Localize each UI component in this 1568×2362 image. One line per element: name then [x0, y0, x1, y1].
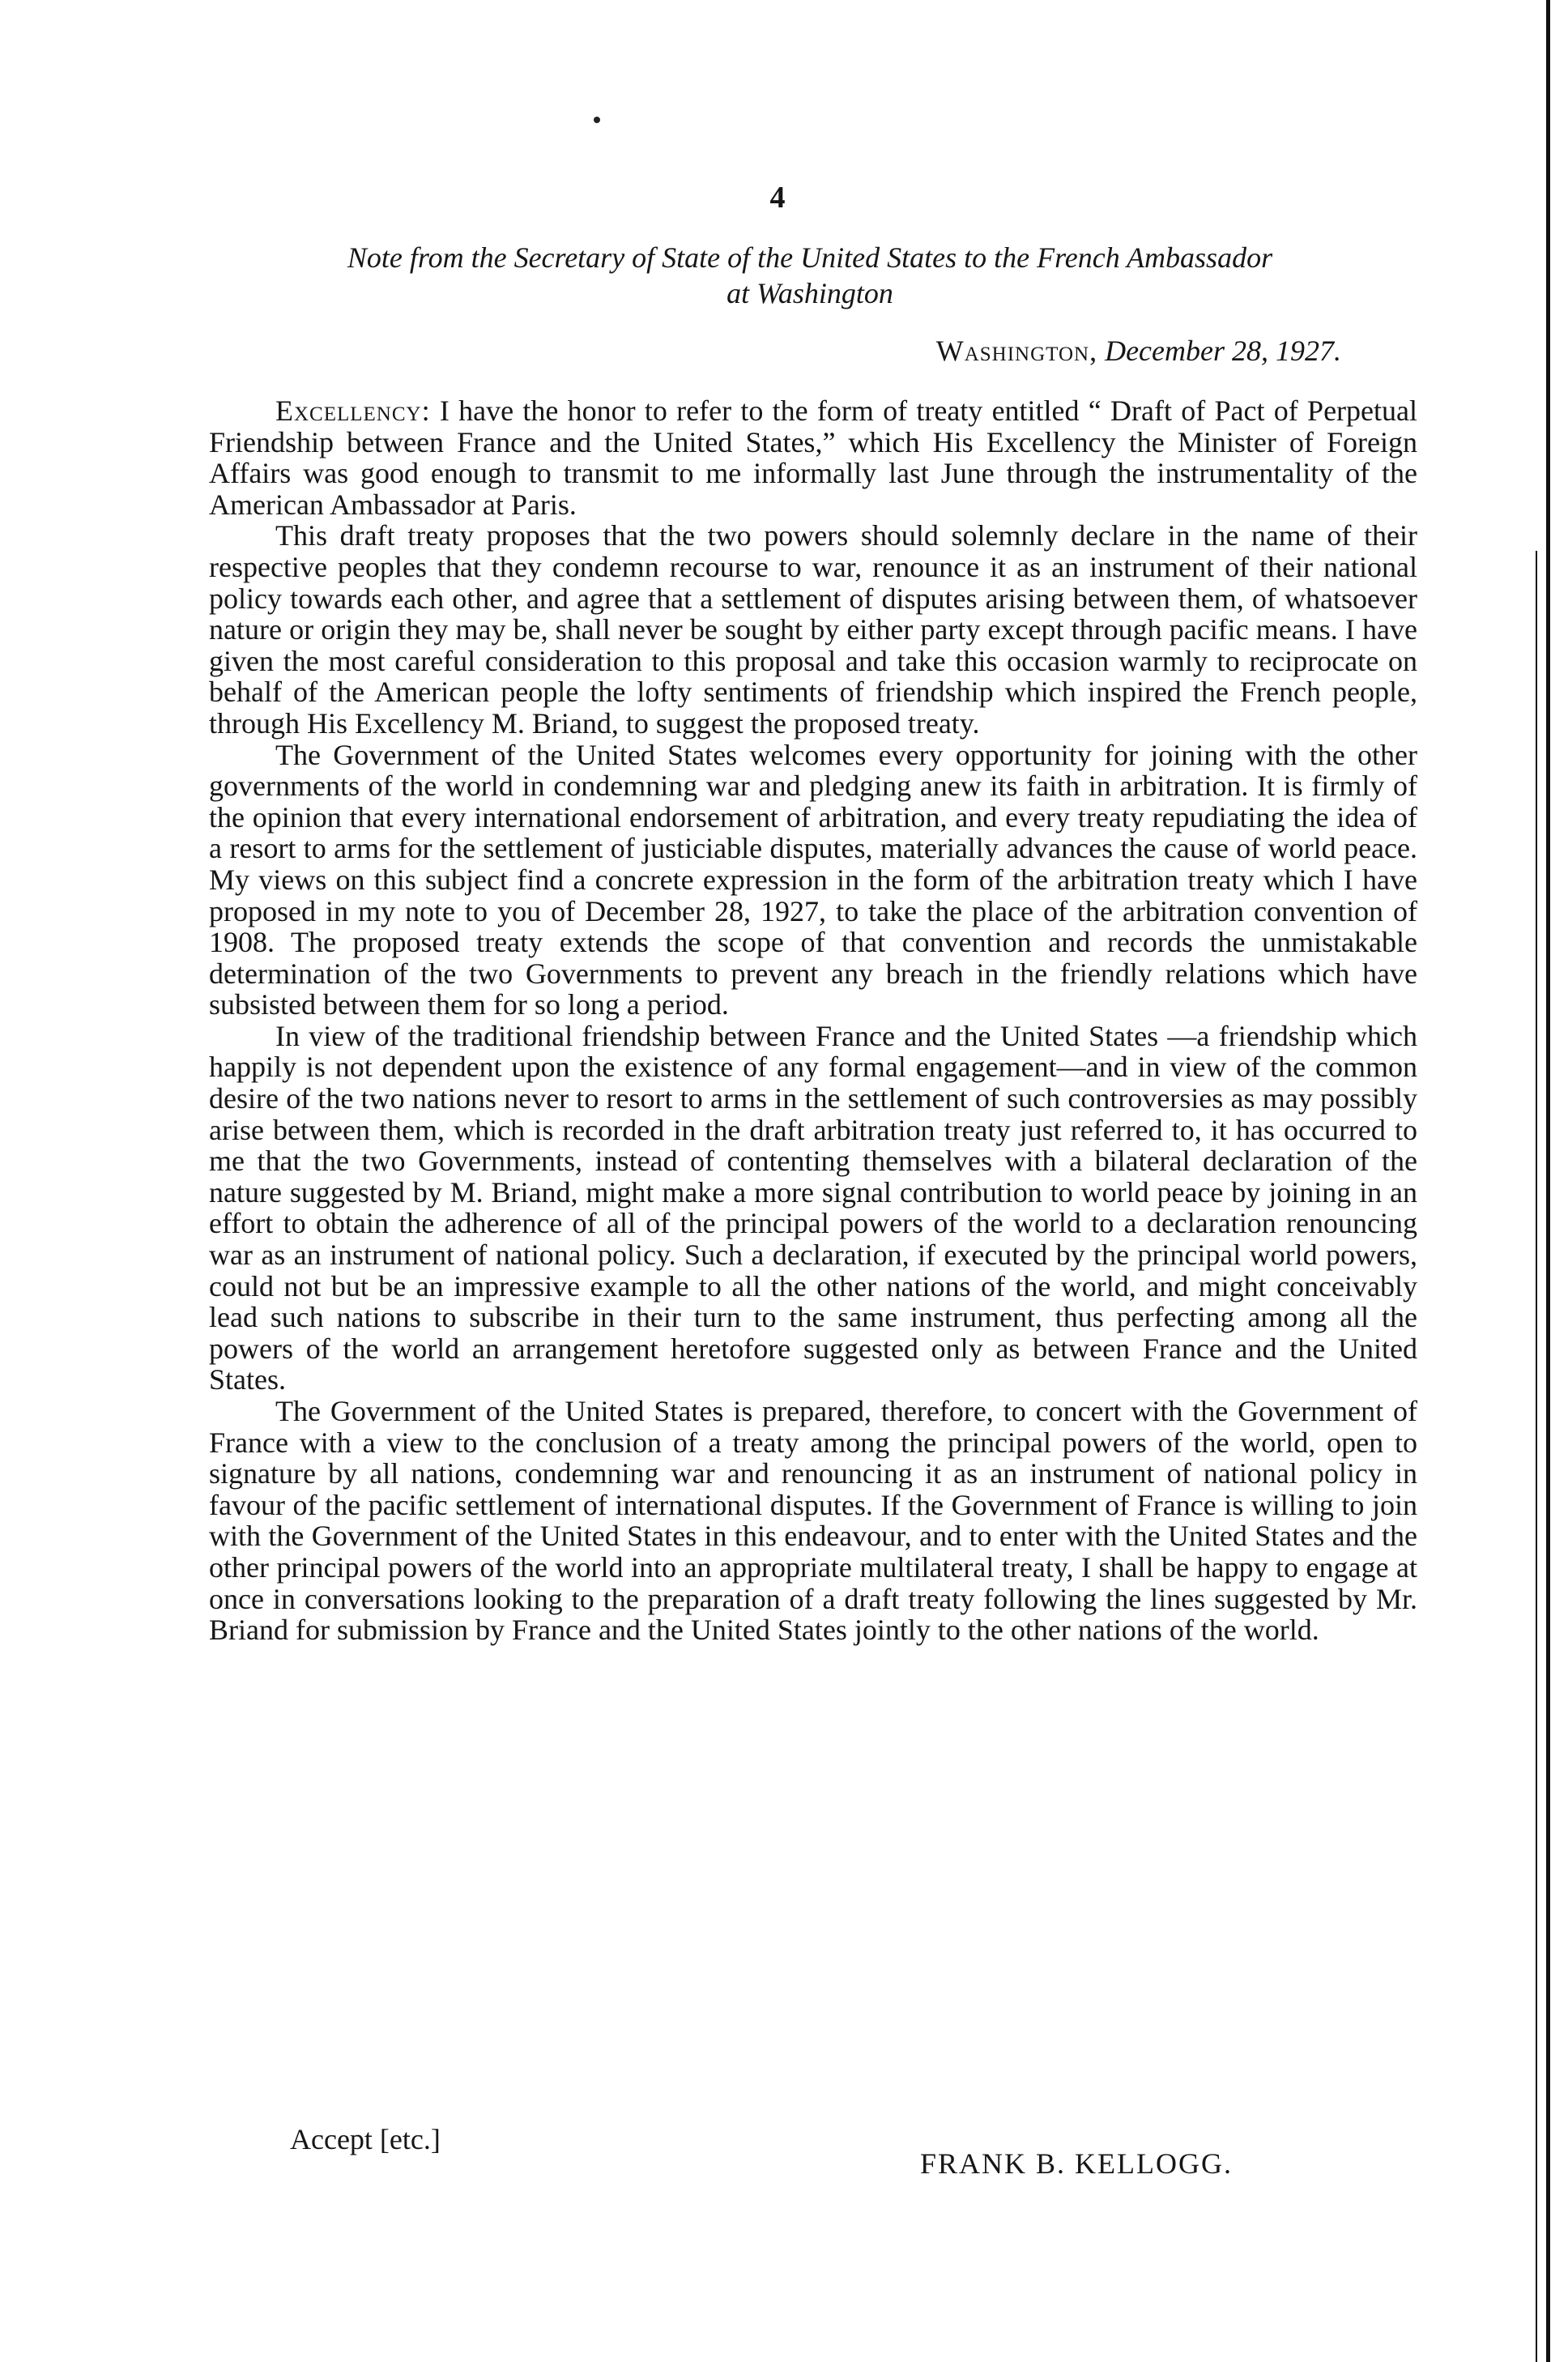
letter-body — [209, 395, 1417, 1646]
binding-line-inner — [1536, 551, 1537, 2362]
dateline — [936, 334, 1341, 368]
paragraph-1 — [209, 395, 1417, 520]
paragraph-3: The Government of the United States welcomes every opportunity for joining with the other governments of the world in condemning war and pledging anew its faith in arbitration. It is firmly of the opinion that every international endorsement of arbitration, and every treaty repudiating the idea of a resort to arms for the settlement of justiciable disputes, materially advances the cause of world peace. My views on this subject find a concrete expression in the form of the arbitration treaty which I have proposed in my note to you of December 28, 1927, to take the place of the arbitration convention of 1908. The proposed treaty extends the scope of that convention and records the unmistakable determination of the two Governments to prevent any breach in the friendly relations which have subsisted between them for so long a period. — [209, 738, 1417, 1021]
document-title — [194, 240, 1425, 311]
paragraph-1-text: I have the honor to refer to the form of treaty entitled “ Draft of Pact of Perpetual Friendship between France and the United States,” which His Excellency the Minister of Foreign Affairs was good enough to transmit to me informally last June through the instrumentality of the American Ambassador at Paris. — [209, 394, 1417, 521]
paragraph-5: The Government of the United States is prepared, therefore, to concert with the Government of France with a view to the conclusion of a treaty among the principal powers of the world, open to signature by all nations, condemning war and renouncing it as an instrument of national policy in favour of the pacific settlement of international disputes. If the Government of France is willing to join with the Government of the United States in this endeavour, and to enter with the United States and the other principal powers of the world into an appropriate multilateral treaty, I shall be happy to engage at once in conversations looking to the preparation of a draft treaty following the lines suggested by Mr. Briand for submission by France and the United States jointly to the other nations of the world. — [209, 1395, 1417, 1647]
paragraph-2: This draft treaty proposes that the two powers should solemnly declare in the name of their respective peoples that they condemn recourse to war, renounce it as an instrument of their national policy towards each other, and agree that a settlement of disputes arising between them, of whatsoever nature or origin they may be, shall never be sought by either party except through pacific means. I have given the most careful consideration to this proposal and take this occasion warmly to reciprocate on behalf of the American people the lofty sentiments of friendship which inspired the French people, through His Excellency M. Briand, to suggest the proposed treaty. — [209, 519, 1417, 740]
page-number: 4 — [769, 181, 786, 215]
paragraph-4: In view of the traditional friendship between France and the United States —a friendship which happily is not dependent upon the existence of any formal engagement—and in view of the common desire of the two nations never to resort to arms in the settlement of such controversies as may possibly arise between them, which is recorded in the draft arbitration treaty just referred to, it has occurred to me that the two Governments, instead of contenting themselves with a bilateral declaration of the nature suggested by M. Briand, might make a more signal contribution to world peace by joining in an effort to obtain the adherence of all of the principal powers of the world to a declaration renouncing war as an instrument of national policy. Such a declaration, if executed by the principal world powers, could not but be an impressive example to all the other nations of the world, and might conceivably lead such nations to subscribe in their turn to the same instrument, thus perfecting among all the powers of the world an arrangement heretofore suggested only as between France and the United States. — [209, 1019, 1417, 1396]
binding-line-outer — [1546, 0, 1550, 2362]
dateline-date: December 28, 1927. — [1105, 335, 1341, 367]
title-line-1: Note from the Secretary of State of the United States to the French Ambassador — [347, 241, 1273, 274]
scan-binding-edge — [1519, 0, 1568, 2362]
dateline-place: Washington, — [935, 335, 1098, 367]
stray-ink-dot — [594, 117, 600, 123]
signature: FRANK B. KELLOGG. — [920, 2147, 1234, 2180]
title-line-2: at Washington — [726, 277, 893, 309]
closing: Accept [etc.] — [290, 2123, 441, 2155]
salutation: Excellency: — [275, 394, 431, 427]
